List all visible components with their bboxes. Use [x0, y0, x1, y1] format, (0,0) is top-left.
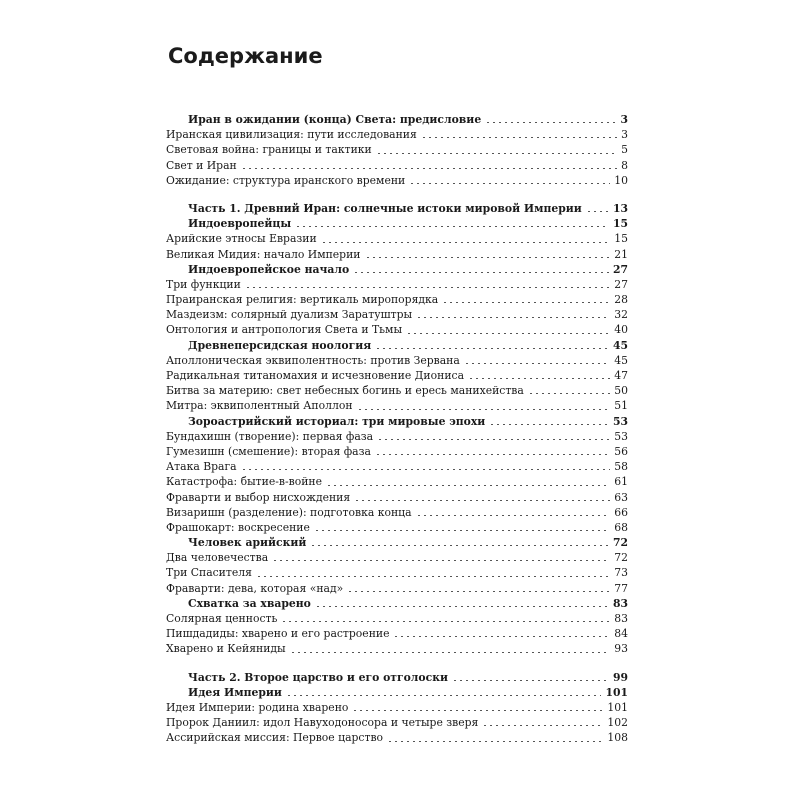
toc-page-number: 50 — [614, 384, 628, 398]
toc-section-heading — [166, 112, 628, 127]
toc-entry-title: Гумезишн (смешение): вторая фаза — [166, 444, 371, 458]
toc-page-number: 51 — [614, 399, 628, 413]
dot-leader — [406, 333, 610, 334]
dot-leader — [290, 652, 611, 653]
toc-entry-title: Великая Мидия: начало Империи — [166, 247, 361, 261]
toc-entry — [166, 322, 628, 337]
dot-leader — [315, 606, 609, 607]
dot-leader — [375, 348, 609, 349]
toc-entry-title: Древнеперсидская ноология — [188, 338, 372, 352]
dot-leader — [352, 710, 603, 711]
toc-entry — [166, 715, 628, 730]
toc-entry-title: Зороастрийский историал: три мировые эпохи — [188, 414, 486, 428]
toc-page-number: 3 — [620, 113, 628, 126]
toc-entry — [166, 581, 628, 596]
toc-page-number: 108 — [607, 731, 628, 745]
toc-entry-title: Свет и Иран — [166, 158, 237, 172]
toc-page-number: 27 — [614, 277, 628, 291]
dot-leader — [393, 636, 610, 637]
dot-leader — [528, 393, 610, 394]
toc-section-heading — [166, 338, 628, 353]
toc-entry-title: Аполлоническая эквиполентность: против Зервана — [166, 353, 460, 367]
dot-leader — [353, 272, 609, 273]
toc-entry — [166, 550, 628, 565]
dot-leader — [272, 560, 610, 561]
toc-page-number: 5 — [621, 143, 628, 157]
toc-entry — [166, 641, 628, 656]
toc-entry-title: Онтология и антропология Света и Тьмы — [166, 323, 403, 337]
toc-page-number: 47 — [614, 369, 628, 382]
toc-page-number: 32 — [614, 308, 628, 322]
toc-page-number: 45 — [614, 353, 628, 367]
dot-leader — [375, 454, 610, 455]
toc-page-number: 3 — [621, 128, 628, 142]
toc-entry — [166, 505, 628, 520]
toc-entry-title: Хварено и Кейяниды — [166, 642, 286, 656]
toc-page-number: 77 — [614, 581, 628, 595]
toc-entry-title: Часть 1. Древний Иран: солнечные истоки мировой Империи — [188, 201, 582, 215]
toc-page-number: 66 — [614, 505, 628, 519]
toc-entry-title: Пишдадиды: хварено и его растроение — [166, 627, 390, 641]
toc-entry-title: Два человечества — [166, 551, 269, 565]
toc-entry-title: Часть 2. Второе царство и его отголоски — [188, 670, 448, 684]
dot-leader — [482, 725, 603, 726]
toc-entry-title: Идея Империи — [188, 685, 282, 699]
toc-page-number: 21 — [614, 247, 628, 261]
toc-page-number: 27 — [612, 262, 628, 276]
toc-page-number: 10 — [614, 173, 628, 187]
toc-entry — [166, 398, 628, 413]
toc-entry-title: Человек арийский — [188, 536, 307, 550]
toc-entry — [166, 383, 628, 398]
toc-page-number: 58 — [614, 460, 628, 474]
dot-leader — [314, 530, 610, 531]
toc-page-number: 63 — [614, 490, 628, 504]
toc-section-heading — [166, 596, 628, 611]
toc-entry — [166, 142, 628, 157]
toc-section-heading — [166, 201, 628, 216]
toc-entry-title: Арийские этносы Евразии — [166, 232, 317, 246]
dot-leader — [416, 515, 611, 516]
toc-entry-title: Катастрофа: бытие-в-войне — [166, 475, 322, 489]
toc-entry-title: Митра: эквиполентный Аполлон — [166, 399, 353, 413]
toc-page-number: 101 — [605, 685, 628, 699]
dot-leader — [256, 576, 610, 577]
dot-leader — [310, 545, 609, 546]
toc-entry-title: Фраварти и выбор нисхождения — [166, 490, 351, 504]
toc-entry — [166, 490, 628, 505]
toc-page-number: 28 — [614, 293, 628, 307]
dot-leader — [321, 242, 611, 243]
dot-leader — [357, 409, 611, 410]
toc-entry-title: Три функции — [166, 277, 241, 291]
toc-entry — [166, 730, 628, 745]
toc-entry — [166, 368, 628, 383]
toc-entry-title: Солярная ценность — [166, 612, 278, 625]
toc-page-number: 53 — [612, 414, 628, 428]
toc-page-number: 13 — [612, 201, 628, 215]
toc-entry-title: Три Спасителя — [166, 566, 252, 580]
toc-entry-title: Пророк Даниил: идол Навуходоносора и четыре зверя — [166, 716, 479, 730]
toc-page-number: 45 — [612, 338, 628, 352]
toc-page-number: 84 — [614, 627, 628, 641]
toc-entry — [166, 565, 628, 580]
toc-page-number: 73 — [614, 566, 628, 580]
toc-entry-title: Битва за материю: свет небесных богинь и ересь манихейства — [166, 384, 524, 398]
toc-page-number: 93 — [614, 642, 628, 656]
table-of-contents — [166, 112, 628, 746]
toc-page-number: 99 — [612, 670, 628, 684]
toc-entry-title: Радикальная титаномахия и исчезновение Диониса — [166, 369, 465, 382]
toc-entry — [166, 429, 628, 444]
toc-section-heading — [166, 414, 628, 429]
toc-page-number: 72 — [612, 536, 628, 550]
dot-leader — [468, 378, 610, 379]
toc-entry-title: Праиранская религия: вертикаль миропорядка — [166, 293, 439, 307]
toc-entry — [166, 247, 628, 262]
toc-entry — [166, 277, 628, 292]
dot-leader — [416, 317, 610, 318]
toc-entry-title: Маздеизм: солярный дуализм Заратуштры — [166, 308, 413, 322]
dot-leader — [281, 621, 610, 622]
dot-leader — [241, 168, 617, 169]
toc-section-heading — [166, 216, 628, 231]
dot-leader — [286, 695, 602, 696]
dot-leader — [347, 591, 610, 592]
dot-leader — [376, 153, 617, 154]
dot-leader — [421, 137, 617, 138]
dot-leader — [377, 439, 610, 440]
toc-page-number: 53 — [614, 429, 628, 443]
toc-entry-title: Бундахишн (творение): первая фаза — [166, 429, 374, 443]
toc-section-heading — [166, 535, 628, 550]
toc-page-number: 102 — [607, 716, 628, 730]
toc-entry — [166, 292, 628, 307]
toc-page-number: 72 — [614, 551, 628, 565]
dot-leader — [295, 226, 609, 227]
toc-entry — [166, 474, 628, 489]
toc-entry — [166, 173, 628, 188]
toc-entry — [166, 353, 628, 368]
toc-entry-title: Визаришн (разделение): подготовка конца — [166, 505, 412, 519]
toc-page-number: 40 — [614, 323, 628, 337]
toc-entry-title: Схватка за хварено — [188, 596, 311, 610]
dot-leader — [489, 424, 609, 425]
toc-page-number: 83 — [612, 596, 628, 610]
toc-entry-title: Фрашокарт: воскресение — [166, 520, 310, 534]
dot-leader — [485, 122, 616, 123]
dot-leader — [326, 485, 610, 486]
toc-entry-title: Иран в ожидании (конца) Света: предисловие — [188, 113, 482, 126]
toc-page-number: 56 — [614, 444, 628, 458]
dot-leader — [442, 302, 610, 303]
dot-leader — [409, 183, 610, 184]
toc-entry-title: Фраварти: дева, которая «над» — [166, 581, 344, 595]
toc-page-number: 61 — [614, 475, 628, 489]
toc-entry — [166, 158, 628, 173]
toc-section-heading — [166, 262, 628, 277]
page-title: Содержание — [168, 44, 323, 68]
dot-leader — [387, 741, 603, 742]
toc-entry — [166, 700, 628, 715]
toc-page-number: 83 — [614, 612, 628, 625]
toc-entry-title: Иранская цивилизация: пути исследования — [166, 128, 417, 142]
dot-leader — [452, 680, 609, 681]
dot-leader — [586, 211, 609, 212]
toc-entry-title: Световая война: границы и тактики — [166, 143, 372, 157]
toc-page-number: 101 — [607, 700, 628, 714]
toc-entry-title: Индоевропейское начало — [188, 262, 350, 276]
dot-leader — [241, 469, 611, 470]
toc-entry-title: Индоевропейцы — [188, 217, 292, 231]
toc-entry-title: Ожидание: структура иранского времени — [166, 173, 406, 187]
dot-leader — [245, 287, 610, 288]
dot-leader — [354, 500, 610, 501]
toc-page-number: 15 — [612, 217, 628, 231]
dot-leader — [464, 363, 610, 364]
toc-page-number: 8 — [621, 158, 628, 172]
toc-page-number: 68 — [614, 520, 628, 534]
toc-entry — [166, 444, 628, 459]
toc-page-number: 15 — [614, 232, 628, 246]
toc-section-heading — [166, 670, 628, 685]
toc-entry-title: Атака Врага — [166, 460, 237, 474]
dot-leader — [365, 257, 611, 258]
toc-section-heading — [166, 685, 628, 700]
toc-entry — [166, 307, 628, 322]
toc-entry — [166, 611, 628, 626]
toc-entry — [166, 626, 628, 641]
toc-entry-title: Идея Империи: родина хварено — [166, 700, 349, 714]
toc-entry — [166, 231, 628, 246]
toc-entry — [166, 127, 628, 142]
toc-entry — [166, 459, 628, 474]
toc-entry — [166, 520, 628, 535]
toc-entry-title: Ассирийская миссия: Первое царство — [166, 731, 384, 745]
